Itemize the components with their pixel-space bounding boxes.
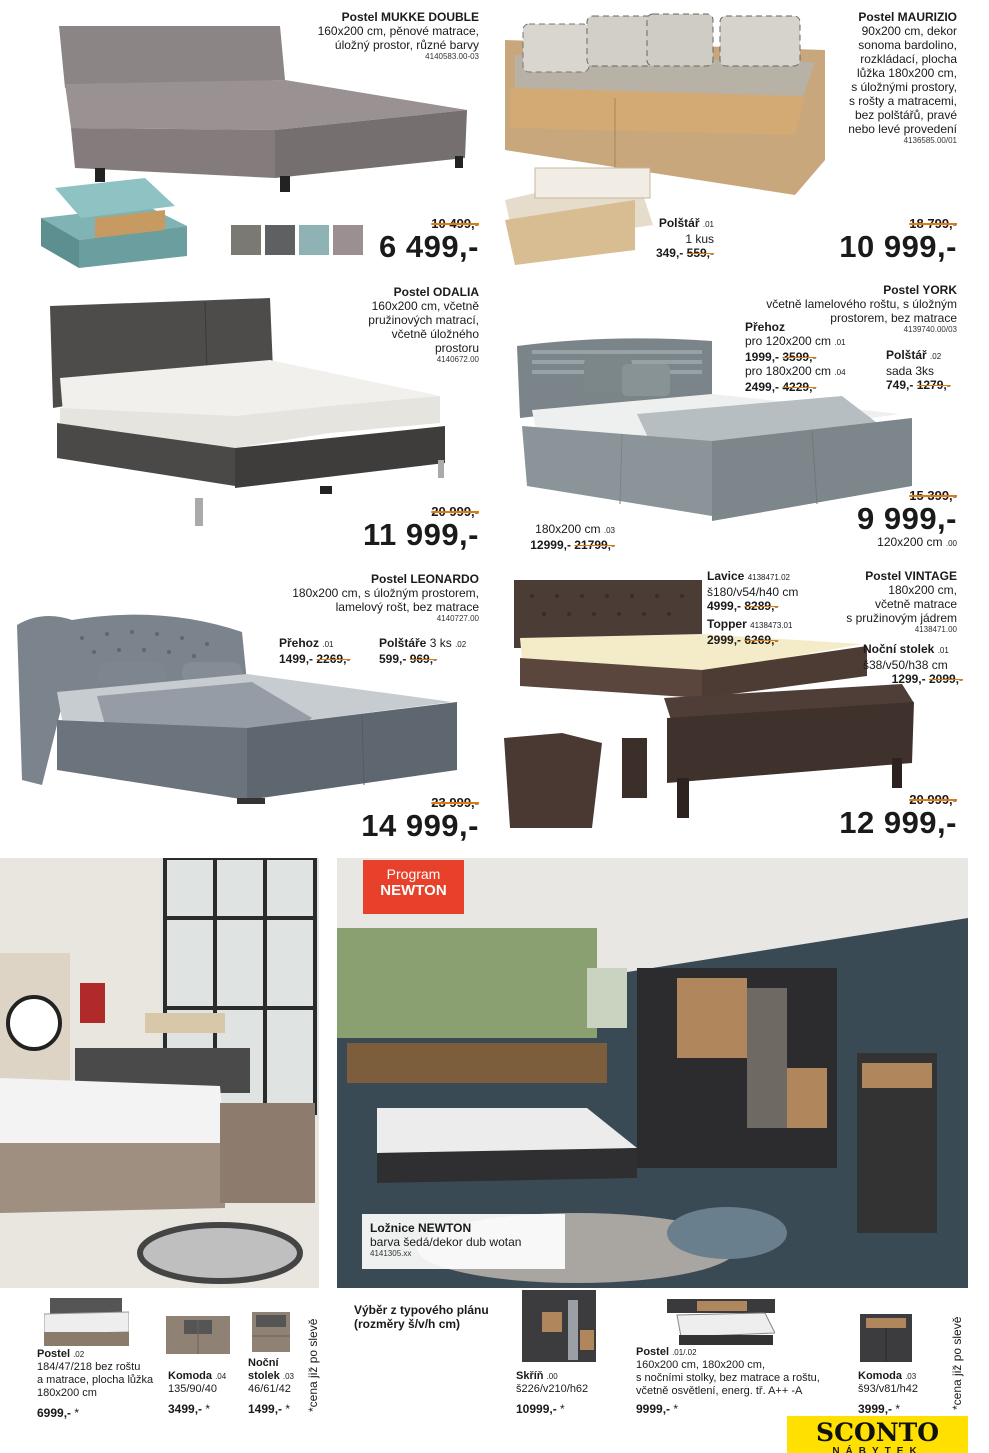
left-night-label-1: Noční <box>248 1357 279 1369</box>
york-size-alt-label: 180x200 cm <box>535 522 601 536</box>
leonardo-throw-code: .01 <box>322 640 334 649</box>
newton-wardrobe-label: Skříň <box>516 1370 544 1382</box>
mukke-title: Postel MUKKE DOUBLE <box>341 10 479 24</box>
york-desc-2: prostorem, bez matrace <box>830 311 957 325</box>
leonardo-pillows-label: Polštáře <box>379 636 427 650</box>
vintage-night-label: Noční stolek <box>863 642 935 656</box>
left-chest-code: .04 <box>215 1372 227 1381</box>
vintage-old-price: 20 999,- <box>909 792 957 807</box>
york-code: 4139740.00/03 <box>903 325 957 334</box>
leonardo-pillows-qty: 3 ks <box>429 636 452 650</box>
vintage-bench-dims: š180/v54/h40 cm <box>707 585 799 599</box>
odalia-title: Postel ODALIA <box>393 285 479 299</box>
newton-program-big: NEWTON <box>380 882 447 899</box>
york-throw-a: pro 120x200 cm <box>745 334 832 348</box>
newton-bed-price: 9999,- <box>636 1402 671 1416</box>
newton-caption-code: 4141305.xx <box>370 1249 412 1258</box>
odalia-desc-3: včetně úložného <box>391 327 479 341</box>
left-bed-info <box>37 1348 162 1420</box>
left-night-dims: 46/61/42 <box>248 1383 291 1395</box>
newton-caption-title: Ložnice NEWTON <box>370 1221 472 1235</box>
york-size-alt <box>500 522 615 552</box>
vintage-code: 4138471.00 <box>914 625 957 634</box>
vintage-bench-price: 4999,- <box>707 599 742 613</box>
left-night-price: 1499,- <box>248 1402 283 1416</box>
york-pillow-set: sada 3ks <box>886 364 935 378</box>
maurizio-desc-3: rozkládací, plocha <box>860 52 957 66</box>
leonardo-throw-label: Přehoz <box>279 636 320 650</box>
newton-caption <box>362 1214 565 1269</box>
york-title: Postel YORK <box>883 283 957 297</box>
leonardo-title: Postel LEONARDO <box>370 572 479 586</box>
left-chest-label: Komoda <box>168 1370 212 1382</box>
york-size-main-code: .00 <box>945 539 957 548</box>
swatch-grey <box>265 225 295 255</box>
york-old-price: 15 399,- <box>909 488 957 503</box>
newton-chest-star: * <box>895 1402 901 1416</box>
newton-wardrobe-price: 10999,- <box>516 1402 557 1416</box>
vintage-topper-code: 4138473.01 <box>750 621 793 630</box>
vintage-topper-label: Topper <box>707 617 747 631</box>
left-note: *cena již po slevě <box>306 1318 320 1412</box>
odalia-code: 4140672.00 <box>436 355 479 364</box>
york-size-alt-price: 12999,- <box>530 538 571 552</box>
york-throw-a-code: .01 <box>834 338 846 347</box>
newton-chest-code: .03 <box>905 1372 917 1381</box>
york-pillow <box>886 348 966 392</box>
leonardo-price-block <box>319 795 479 842</box>
left-night-info <box>248 1357 313 1416</box>
mukke-desc-2: úložný prostor, různé barvy <box>334 38 479 52</box>
left-night-code: .03 <box>282 1372 294 1381</box>
maurizio-title: Postel MAURIZIO <box>858 10 957 24</box>
newton-chest-thumb <box>860 1314 912 1362</box>
mukke-old-price: 10 499,- <box>431 216 479 231</box>
left-bed-price: 6999,- <box>37 1406 72 1420</box>
leonardo-pillows-price: 599,- <box>379 652 407 666</box>
newton-caption-desc: barva šedá/dekor dub wotan <box>370 1235 522 1249</box>
maurizio-pillow-old: 559,- <box>686 246 714 260</box>
maurizio-price: 10 999,- <box>839 229 957 264</box>
newton-plan-title <box>354 1303 514 1331</box>
newton-bed-code: .01/.02 <box>672 1348 697 1357</box>
maurizio-desc-7: bez polštářů, pravé <box>854 108 957 122</box>
newton-plan-title-2: (rozměry š/v/h cm) <box>354 1317 461 1331</box>
newton-wardrobe-info <box>516 1370 626 1416</box>
left-bed-desc-2: a matrace, plocha lůžka <box>37 1374 154 1386</box>
maurizio-info <box>807 10 957 145</box>
odalia-desc-2: pružinových matrací, <box>368 313 479 327</box>
vintage-bench <box>707 569 822 647</box>
maurizio-desc-6: s rošty a matracemi, <box>848 94 957 108</box>
left-chest-info <box>168 1370 248 1416</box>
newton-chest-dims: š93/v81/h42 <box>858 1383 918 1395</box>
mukke-code: 4140583.00-03 <box>425 52 479 61</box>
left-chest-price: 3499,- <box>168 1402 203 1416</box>
maurizio-old-price: 18 799,- <box>909 216 957 231</box>
leonardo-info <box>199 572 479 623</box>
vintage-desc-3: s pružinovým jádrem <box>846 611 957 625</box>
odalia-info <box>309 285 479 364</box>
left-bed-star: * <box>74 1406 80 1420</box>
york-price-block <box>797 488 957 551</box>
vintage-title: Postel VINTAGE <box>865 569 957 583</box>
york-pillow-old: 1279,- <box>916 378 951 392</box>
leonardo-code: 4140727.00 <box>436 614 479 623</box>
york-pillow-price: 749,- <box>886 378 914 392</box>
newton-bed-desc-1: 160x200 cm, 180x200 cm, <box>636 1359 766 1371</box>
newton-bed-label: Postel <box>636 1346 670 1358</box>
left-bed-desc-3: 180x200 cm <box>37 1387 97 1399</box>
maurizio-desc-1: 90x200 cm, dekor <box>861 24 957 38</box>
left-bed-thumb <box>44 1294 129 1348</box>
vintage-nightstand <box>863 642 963 686</box>
left-chest-thumb <box>166 1316 230 1354</box>
newton-bed-star: * <box>673 1402 679 1416</box>
swatch-beige <box>231 225 261 255</box>
maurizio-desc-2: sonoma bardolino, <box>858 38 957 52</box>
left-bedroom-photo <box>0 858 319 1288</box>
newton-wardrobe-dims: š226/v210/h62 <box>516 1383 589 1395</box>
newton-chest-price: 3999,- <box>858 1402 893 1416</box>
leonardo-pillows <box>379 636 484 666</box>
vintage-desc-2: včetně matrace <box>874 597 957 611</box>
york-throw <box>745 320 880 394</box>
vintage-price: 12 999,- <box>839 805 957 840</box>
newton-chest-label: Komoda <box>858 1370 902 1382</box>
left-night-label-2: stolek <box>248 1370 280 1382</box>
vintage-topper-old: 6269,- <box>744 633 779 647</box>
maurizio-code: 4136585.00/01 <box>903 136 957 145</box>
newton-bed-desc-2: s nočními stolky, bez matrace a roštu, <box>636 1372 820 1384</box>
york-throw-b-code: .04 <box>834 368 846 377</box>
mukke-info <box>179 10 479 61</box>
maurizio-desc-8: nebo levé provedení <box>848 122 957 136</box>
york-pillow-code: .02 <box>930 352 942 361</box>
york-desc-1: včetně lamelového roštu, s úložným <box>766 297 957 311</box>
odalia-desc-1: 160x200 cm, včetně <box>371 299 479 313</box>
newton-bed-thumb <box>667 1297 775 1347</box>
sconto-logo-sub: NÁBYTEK <box>832 1446 923 1453</box>
odalia-desc-4: prostoru <box>434 341 479 355</box>
york-size-alt-old: 21799,- <box>574 538 615 552</box>
vintage-bench-code: 4138471.02 <box>747 573 790 582</box>
newton-program-small: Program <box>386 866 441 882</box>
odalia-price: 11 999,- <box>362 517 479 552</box>
mukke-price-block <box>329 216 479 263</box>
york-throw-b-old: 4229,- <box>782 380 817 394</box>
newton-wardrobe-thumb <box>522 1290 596 1362</box>
york-size-main: 120x200 cm <box>877 535 943 549</box>
york-throw-b-price: 2499,- <box>745 380 780 394</box>
left-nightstand-thumb <box>252 1312 290 1352</box>
left-night-star: * <box>285 1402 291 1416</box>
newton-program-badge <box>363 860 464 914</box>
vintage-info <box>822 569 957 634</box>
maurizio-pillow <box>636 216 714 260</box>
york-size-alt-code: .03 <box>603 526 615 535</box>
left-chest-star: * <box>205 1402 211 1416</box>
mukke-desc-1: 160x200 cm, pěnové matrace, <box>317 24 479 38</box>
left-bed-label: Postel <box>37 1348 71 1360</box>
maurizio-pillow-label: Polštář <box>658 216 700 230</box>
vintage-night-old: 2099,- <box>928 672 963 686</box>
leonardo-desc-1: 180x200 cm, s úložným prostorem, <box>292 586 479 600</box>
newton-wardrobe-star: * <box>560 1402 565 1416</box>
maurizio-pillow-code: .01 <box>702 220 714 229</box>
odalia-price-block <box>319 504 479 551</box>
maurizio-price-block <box>797 216 957 263</box>
vintage-topper-price: 2999,- <box>707 633 742 647</box>
york-price: 9 999,- <box>856 501 957 536</box>
leonardo-price: 14 999,- <box>361 808 479 843</box>
leonardo-throw <box>279 636 374 666</box>
sconto-logo-text: SCONTO <box>816 1418 939 1447</box>
swatch-mint <box>299 225 329 255</box>
leonardo-pillows-old: 969,- <box>409 652 438 666</box>
leonardo-desc-2: lamelový rošt, bez matrace <box>335 600 479 614</box>
left-chest-dims: 135/90/40 <box>168 1383 217 1395</box>
maurizio-desc-4: lůžka 180x200 cm, <box>856 66 957 80</box>
vintage-desc-1: 180x200 cm, <box>888 583 957 597</box>
york-throw-a-price: 1999,- <box>745 350 780 364</box>
newton-plan-title-1: Výběr z typového plánu <box>354 1303 489 1317</box>
left-bed-code: .02 <box>73 1350 85 1359</box>
leonardo-throw-price: 1499,- <box>279 652 314 666</box>
newton-chest-info <box>858 1370 948 1416</box>
maurizio-pillow-price: 349,- <box>655 246 684 260</box>
leonardo-pillows-code: .02 <box>455 640 467 649</box>
vintage-price-block <box>797 792 957 839</box>
left-bed-desc-1: 184/47/218 bez roštu <box>37 1361 141 1373</box>
mukke-price: 6 499,- <box>378 229 479 264</box>
vintage-bench-label: Lavice <box>707 569 745 583</box>
newton-bed-desc-3: včetně osvětlení, energ. tř. A++ -A <box>636 1385 803 1397</box>
vintage-night-price: 1299,- <box>891 672 926 686</box>
york-throw-a-old: 3599,- <box>782 350 817 364</box>
newton-note: *cena již po slevě <box>950 1316 964 1410</box>
leonardo-old-price: 23 999,- <box>431 795 479 810</box>
vintage-night-code: .01 <box>937 646 949 655</box>
york-pillow-label: Polštář <box>886 348 927 362</box>
maurizio-pillow-qty: 1 kus <box>685 232 714 246</box>
maurizio-desc-5: s úložnými prostory, <box>851 80 957 94</box>
sconto-logo <box>787 1416 968 1453</box>
york-throw-label: Přehoz <box>745 320 786 334</box>
newton-wardrobe-code: .00 <box>546 1372 558 1381</box>
vintage-night-dims: š38/v50/h38 cm <box>863 658 948 672</box>
vintage-bench-old: 8289,- <box>744 599 779 613</box>
odalia-old-price: 20 999,- <box>431 504 479 519</box>
newton-bed-info <box>636 1346 851 1416</box>
leonardo-throw-old: 2269,- <box>316 652 351 666</box>
york-throw-b: pro 180x200 cm <box>745 364 832 378</box>
